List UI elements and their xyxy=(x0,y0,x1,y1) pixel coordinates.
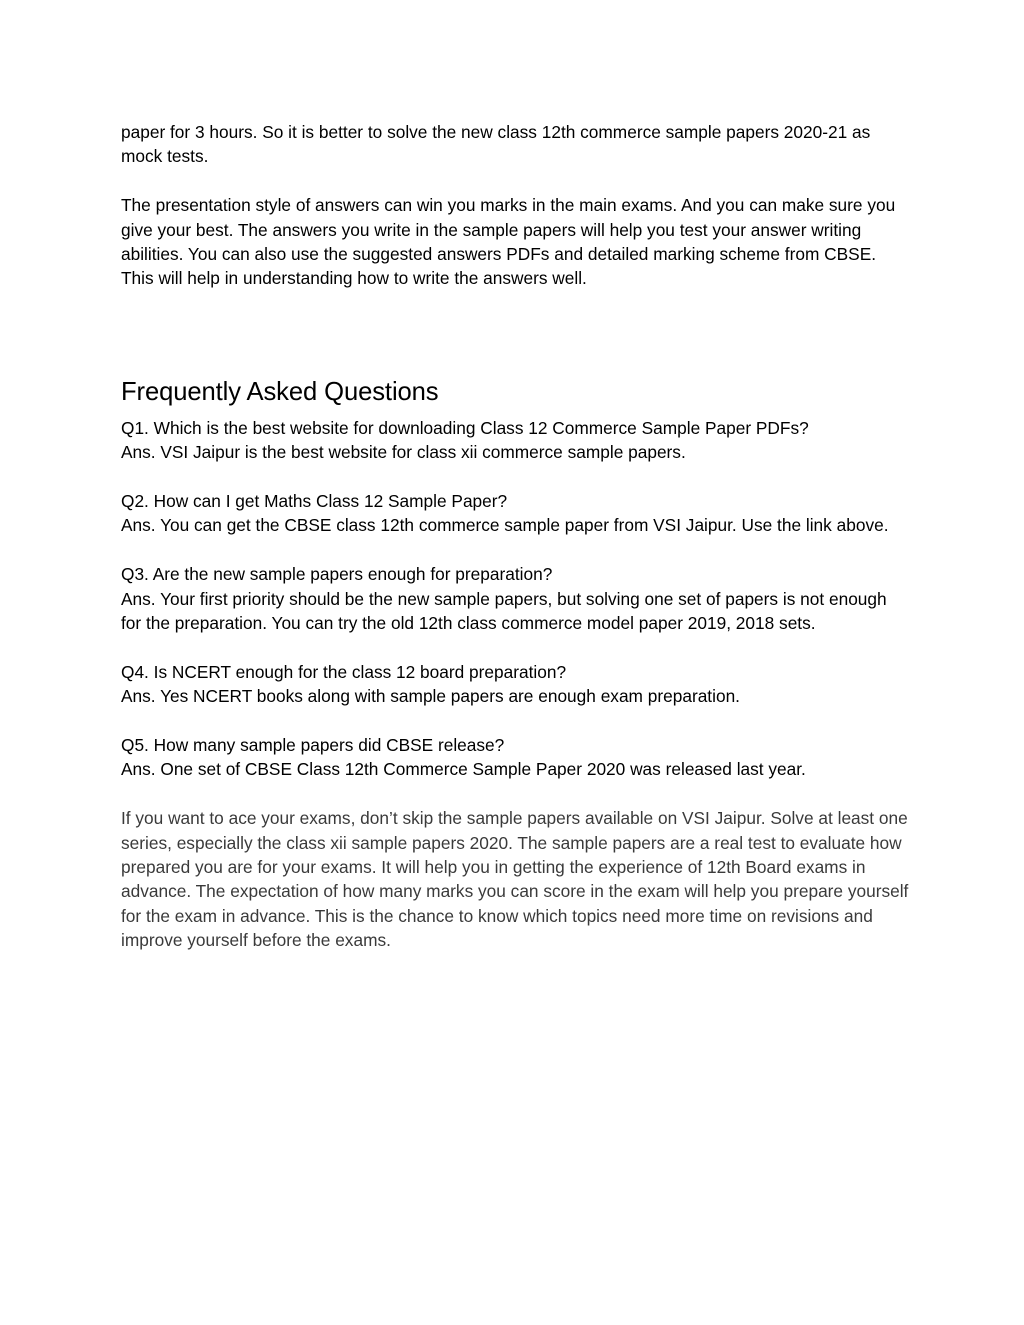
conclusion-paragraph: If you want to ace your exams, don’t skip the sample papers available on VSI Jaipur. Solve at least one series, especially the class xii sample papers 2020. The sample papers are a real test to evaluate how prepared you are for your exams. It will help you in getting the experience of 12th Board exams in advance. The expectation of how many marks you can score in the exam will help you prepare yourself for the exam in advance. This is the chance to know which topics need more time on revisions and improve yourself before the exams. xyxy=(121,808,909,951)
faq-answer: Ans. You can get the CBSE class 12th commerce sample paper from VSI Jaipur. Use the link above. xyxy=(121,515,889,536)
faq-answer: Ans. One set of CBSE Class 12th Commerce Sample Paper 2020 was released last year. xyxy=(121,759,806,780)
faq-item-q5 xyxy=(121,733,911,782)
intro-paragraph-1: paper for 3 hours. So it is better to solve the new class 12th commerce sample papers 2020-21 as mock tests. xyxy=(121,122,871,167)
faq-item-q4 xyxy=(121,660,911,709)
faq-heading: Frequently Asked Questions xyxy=(121,377,439,406)
faq-question: Q1. Which is the best website for downloading Class 12 Commerce Sample Paper PDFs? xyxy=(121,417,809,438)
faq-question: Q3. Are the new sample papers enough for preparation? xyxy=(121,564,553,585)
faq-question: Q4. Is NCERT enough for the class 12 board preparation? xyxy=(121,661,567,682)
intro-paragraph-2: The presentation style of answers can win you marks in the main exams. And you can make sure you give your best. The answers you write in the sample papers will help you test your answer writing abilities. You can also use the suggested answers PDFs and detailed marking scheme from CBSE. This will help in understanding how to write the answers well. xyxy=(121,195,896,289)
faq-answer: Ans. Yes NCERT books along with sample papers are enough exam preparation. xyxy=(121,686,740,707)
faq-answer: Ans. VSI Jaipur is the best website for class xii commerce sample papers. xyxy=(121,442,686,463)
faq-question: Q5. How many sample papers did CBSE release? xyxy=(121,735,505,756)
faq-question: Q2. How can I get Maths Class 12 Sample Paper? xyxy=(121,491,508,512)
faq-list xyxy=(121,416,911,782)
faq-item-q2 xyxy=(121,489,911,538)
faq-item-q3 xyxy=(121,562,911,635)
faq-item-q1 xyxy=(121,416,911,465)
document-content xyxy=(121,120,911,953)
faq-answer: Ans. Your first priority should be the new sample papers, but solving one set of papers is not enough for the preparation. You can try the old 12th class commerce model paper 2019, 2018 sets. xyxy=(121,588,887,634)
